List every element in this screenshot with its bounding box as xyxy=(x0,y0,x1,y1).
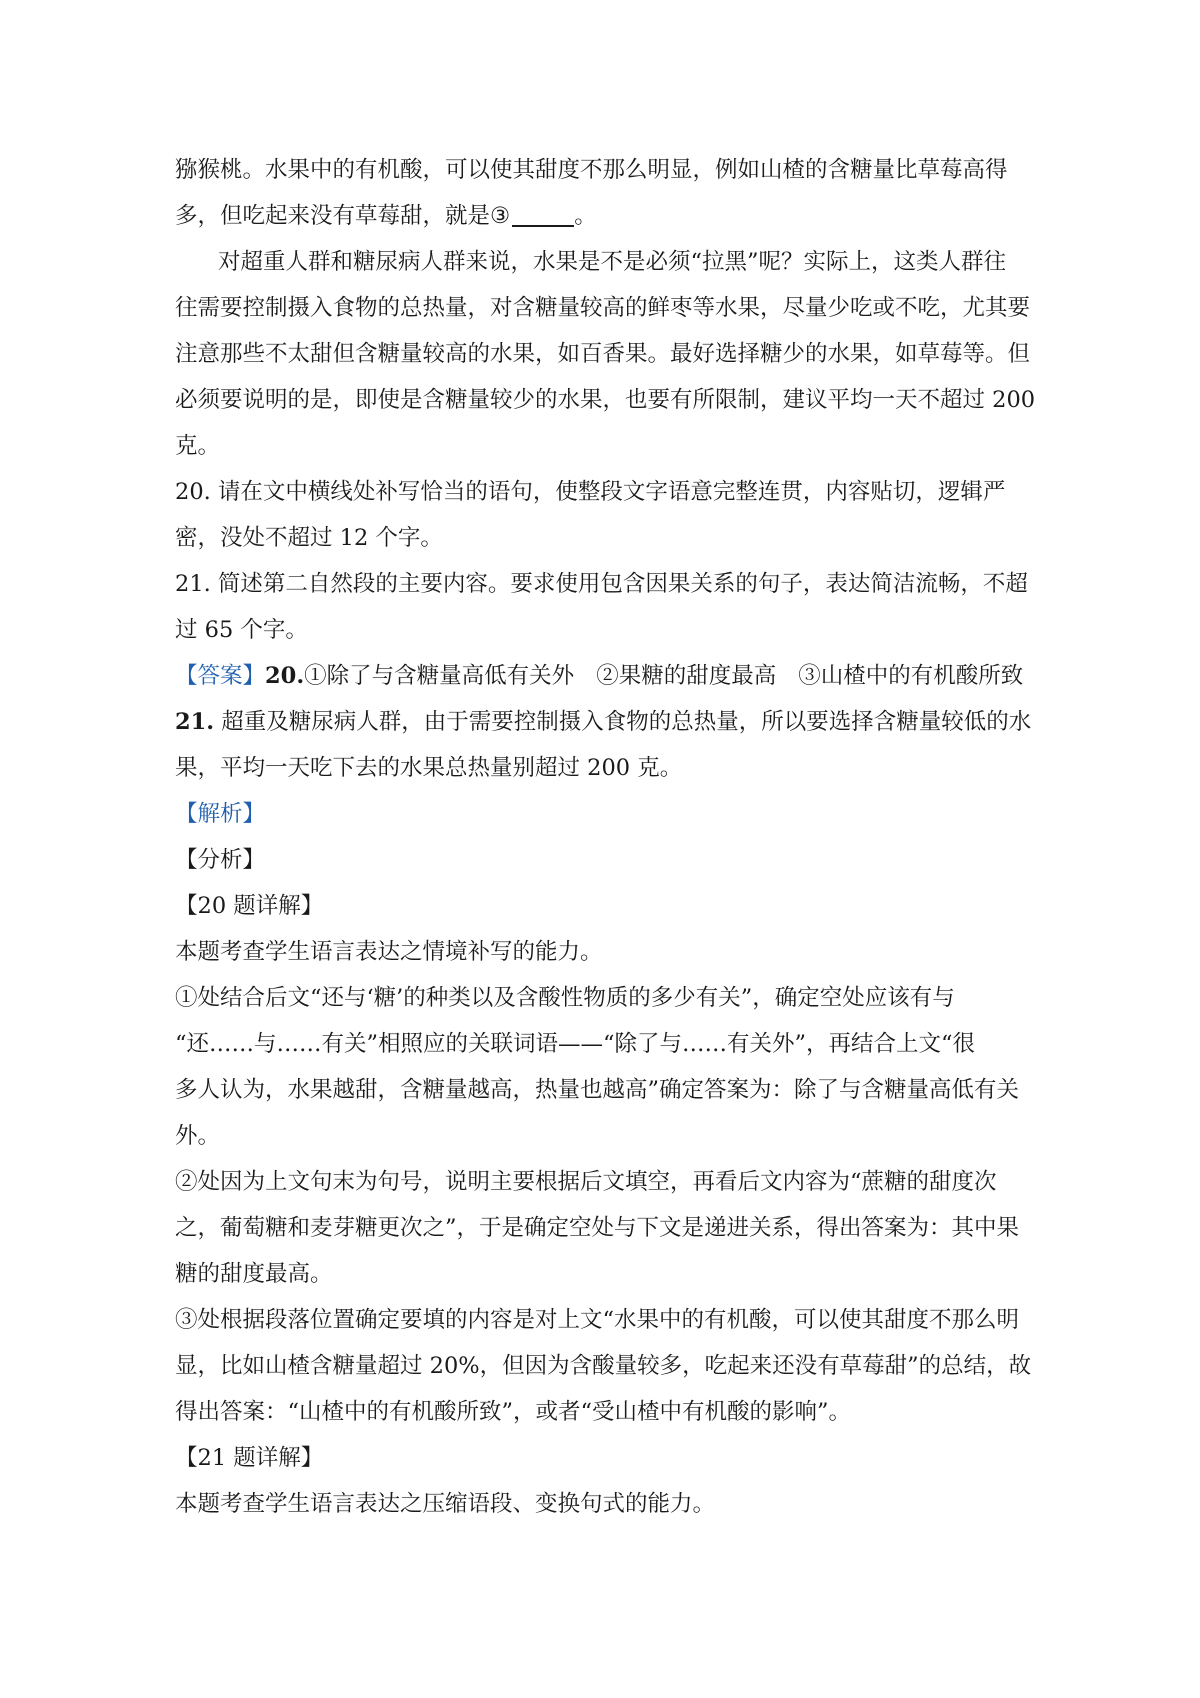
detail-20-title: 【20 题详解】 xyxy=(175,893,324,919)
answer-21-cont: 果，平均一天吃下去的水果总热量别超过 200 克。 xyxy=(175,755,683,781)
answer-20-line xyxy=(175,661,1035,691)
passage-line: 猕猴桃。水果中的有机酸，可以使其甜度不那么明显，例如山楂的含糖量比草莓高得 xyxy=(175,157,1008,183)
detail-20-blank1-cont: 多人认为，水果越甜，含糖量越高，热量也越高”确定答案为：除了与含糖量高低有关 xyxy=(175,1077,1020,1103)
answer-20-part3: ③山楂中的有机酸所致 xyxy=(798,663,1024,689)
answer-20-part2: ②果糖的甜度最高 xyxy=(596,663,777,689)
passage-text: 。 xyxy=(574,203,597,229)
answer-tag: 【答案】 xyxy=(175,663,266,689)
passage-line: 克。 xyxy=(175,433,221,459)
fill-in-blank xyxy=(512,225,574,227)
question-21-cont: 过 65 个字。 xyxy=(175,617,308,643)
answer-20-part1: ①除了与含糖量高低有关外 xyxy=(304,663,575,689)
passage-line: 往需要控制摄入食物的总热量，对含糖量较高的鲜枣等水果，尽量少吃或不吃，尤其要 xyxy=(175,295,1031,321)
question-21: 21. 简述第二自然段的主要内容。要求使用包含因果关系的句子，表达简洁流畅，不超 xyxy=(175,571,1028,597)
answer-21-number: 21. xyxy=(175,709,215,735)
detail-21-title: 【21 题详解】 xyxy=(175,1445,324,1471)
passage-line-with-blank xyxy=(175,201,1035,231)
detail-20-blank3-cont: 得出答案：“山楂中的有机酸所致”，或者“受山楂中有机酸的影响”。 xyxy=(175,1399,852,1425)
question-20-cont: 密，没处不超过 12 个字。 xyxy=(175,525,443,551)
blank-marker-3: ③ xyxy=(490,203,511,229)
detail-20-blank1: ①处结合后文“还与‘糖’的种类以及含酸性物质的多少有关”，确定空处应该有与 xyxy=(175,985,955,1011)
answer-21-line xyxy=(175,707,1035,737)
analysis-heading: 【分析】 xyxy=(175,847,266,873)
question-20: 20. 请在文中横线处补写恰当的语句，使整段文字语意完整连贯，内容贴切，逻辑严 xyxy=(175,479,1006,505)
detail-20-blank2-cont: 之，葡萄糖和麦芽糖更次之”，于是确定空处与下文是递进关系，得出答案为：其中果 xyxy=(175,1215,1020,1241)
detail-20-intro: 本题考查学生语言表达之情境补写的能力。 xyxy=(175,939,603,965)
passage-line: 对超重人群和糖尿病人群来说，水果是不是必须“拉黑”呢？实际上，这类人群往 xyxy=(218,249,1007,275)
passage-line: 注意那些不太甜但含糖量较高的水果，如百香果。最好选择糖少的水果，如草莓等。但 xyxy=(175,341,1031,367)
answer-20-number: 20. xyxy=(265,663,305,689)
answer-21-text: 超重及糖尿病人群，由于需要控制摄入食物的总热量，所以要选择含糖量较低的水 xyxy=(214,709,1032,735)
passage-line: 必须要说明的是，即使是含糖量较少的水果，也要有所限制，建议平均一天不超过 200 xyxy=(175,387,1036,413)
detail-20-blank1-cont: “还……与……有关”相照应的关联词语——“除了与……有关外”，再结合上文“很 xyxy=(175,1031,976,1057)
passage-text: 多，但吃起来没有草莓甜，就是 xyxy=(175,203,491,229)
detail-20-blank3: ③处根据段落位置确定要填的内容是对上文“水果中的有机酸，可以使其甜度不那么明 xyxy=(175,1307,1020,1333)
detail-21-intro: 本题考查学生语言表达之压缩语段、变换句式的能力。 xyxy=(175,1491,716,1517)
detail-20-blank2: ②处因为上文句末为句号，说明主要根据后文填空，再看后文内容为“蔗糖的甜度次 xyxy=(175,1169,997,1195)
detail-20-blank3-cont: 显，比如山楂含糖量超过 20%，但因为含酸量较多，吃起来还没有草莓甜”的总结，故 xyxy=(175,1353,1032,1379)
analysis-tag: 【解析】 xyxy=(175,801,266,827)
detail-20-blank2-cont: 糖的甜度最高。 xyxy=(175,1261,333,1287)
detail-20-blank1-cont: 外。 xyxy=(175,1123,221,1149)
